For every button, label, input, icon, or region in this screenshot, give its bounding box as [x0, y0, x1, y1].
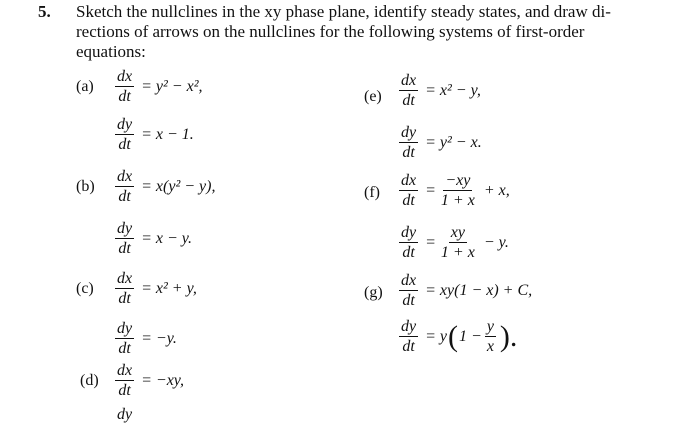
equation-b-dy: $\frac{dy}{dt}$ = x − y.	[117, 220, 193, 257]
equation-d-dy-cut: dy	[117, 406, 133, 423]
equation-f-dy: $\frac{dy}{dt}$ = $\frac{xy}{1 + x}$ − y.	[401, 224, 509, 261]
equation-c-dx: $\frac{dx}{dt}$ = x² + y,	[117, 270, 197, 307]
label-g: (g)	[364, 284, 383, 301]
equation-e-dy: $\frac{dy}{dt}$ = y² − x.	[401, 124, 482, 161]
equation-a-dx: $\frac{dx}{dt}$ = y² − x²,	[117, 68, 203, 105]
problem-number: 5.	[38, 2, 51, 21]
equation-a-dy: $\frac{dy}{dt}$ = x − 1.	[117, 116, 194, 153]
label-e: (e)	[364, 88, 382, 105]
equation-f-dx: $\frac{dx}{dt}$ = $\frac{-xy}{1 + x}$ + x,	[401, 172, 510, 209]
label-b: (b)	[76, 178, 95, 195]
label-d: (d)	[80, 372, 99, 389]
equation-g-dx: $\frac{dx}{dt}$ = xy(1 − x) + C,	[401, 272, 533, 309]
equation-g-dy: $\frac{dy}{dt}$ = y ( 1 − $\frac{y}{x}$ ).	[401, 318, 518, 355]
label-f: (f)	[364, 184, 380, 201]
label-a: (a)	[76, 78, 94, 95]
problem-text-line-2: rections of arrows on the nullclines for the following systems of first-order	[76, 22, 585, 41]
equation-c-dy: $\frac{dy}{dt}$ = −y.	[117, 320, 177, 357]
equation-b-dx: $\frac{dx}{dt}$ = x(y² − y),	[117, 168, 216, 205]
equation-e-dx: $\frac{dx}{dt}$ = x² − y,	[401, 72, 481, 109]
equation-d-dx: $\frac{dx}{dt}$ = −xy,	[117, 362, 185, 399]
problem-text-line-1: Sketch the nullclines in the xy phase plane, identify steady states, and draw di-	[76, 2, 611, 21]
problem-text-line-3: equations:	[76, 42, 146, 61]
label-c: (c)	[76, 280, 94, 297]
